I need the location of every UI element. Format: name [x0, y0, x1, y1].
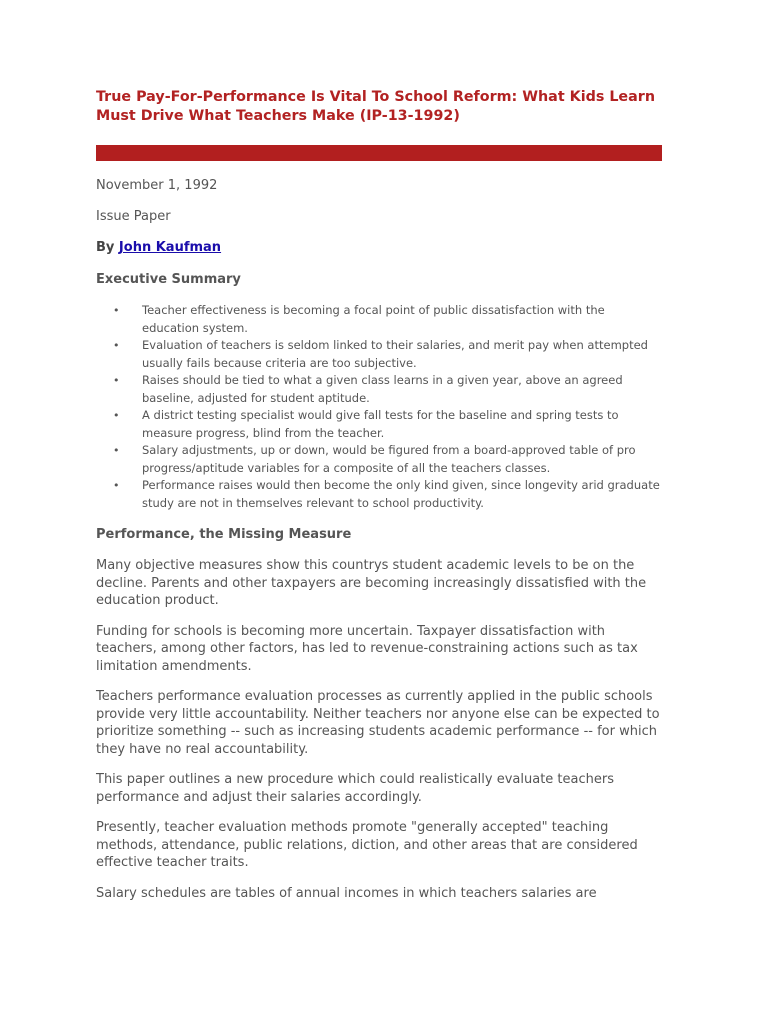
body-paragraph: Salary schedules are tables of annual incomes in which teachers salaries are — [96, 885, 597, 901]
author-link[interactable]: John Kaufman — [118, 240, 222, 255]
bullet-icon: • — [113, 444, 120, 457]
list-item — [96, 407, 662, 442]
list-item-text: Evaluation of teachers is seldom linked to their salaries, and merit pay when attempted usually fails because criteria are too subjective. — [142, 338, 648, 370]
list-item-text: Teacher effectiveness is becoming a focal point of public dissatisfaction with the education system. — [142, 303, 605, 335]
document-title: True Pay-For-Performance Is Vital To School Reform: What Kids Learn Must Drive What Teachers Make (IP-13-1992) — [96, 89, 656, 124]
bullet-icon: • — [113, 304, 120, 317]
body-paragraph: Funding for schools is becoming more uncertain. Taxpayer dissatisfaction with teachers, among other factors, has led to revenue-constraining actions such as tax limitation amendments. — [96, 623, 638, 674]
list-item-text: Raises should be tied to what a given class learns in a given year, above an agreed baseline, adjusted for student aptitude. — [142, 373, 623, 405]
bullet-icon: • — [113, 479, 120, 492]
list-item-text: A district testing specialist would give fall tests for the baseline and spring tests to measure progress, blind from the teacher. — [142, 408, 619, 440]
bullet-icon: • — [113, 409, 120, 422]
list-item — [96, 372, 662, 407]
list-item — [96, 302, 662, 337]
list-item — [96, 442, 662, 477]
document-type: Issue Paper — [96, 209, 171, 224]
executive-summary-heading: Executive Summary — [96, 272, 241, 287]
body-paragraph: This paper outlines a new procedure which could realistically evaluate teachers performance and adjust their salaries accordingly. — [96, 772, 614, 805]
document-page — [96, 88, 662, 902]
byline — [96, 239, 662, 257]
list-item-text: Performance raises would then become the only kind given, since longevity arid graduate study are not in themselves relevant to school productivity. — [142, 478, 660, 510]
publication-date: November 1, 1992 — [96, 178, 218, 193]
bullet-icon: • — [113, 374, 120, 387]
bullet-icon: • — [113, 339, 120, 352]
byline-prefix: By — [96, 240, 119, 255]
list-item — [96, 337, 662, 372]
performance-section-heading: Performance, the Missing Measure — [96, 527, 352, 542]
body-paragraph: Teachers performance evaluation processes as currently applied in the public schools provide very little accountability. Neither teachers nor anyone else can be expected to prioritize something -- such as increasing students academic performance -- for which they have no real accountability. — [96, 689, 660, 757]
body-paragraph: Many objective measures show this countrys student academic levels to be on the decline. Parents and other taxpayers are becoming increasingly dissatisfied with the education product. — [96, 558, 647, 608]
list-item — [96, 477, 662, 512]
executive-summary-list — [96, 302, 662, 512]
body-paragraph: Presently, teacher evaluation methods promote "generally accepted" teaching methods, attendance, public relations, diction, and other areas that are considered effective teacher traits. — [96, 820, 638, 870]
title-divider-bar — [96, 145, 662, 161]
list-item-text: Salary adjustments, up or down, would be figured from a board-approved table of pro progress/aptitude variables for a composite of all the teachers classes. — [142, 443, 636, 475]
